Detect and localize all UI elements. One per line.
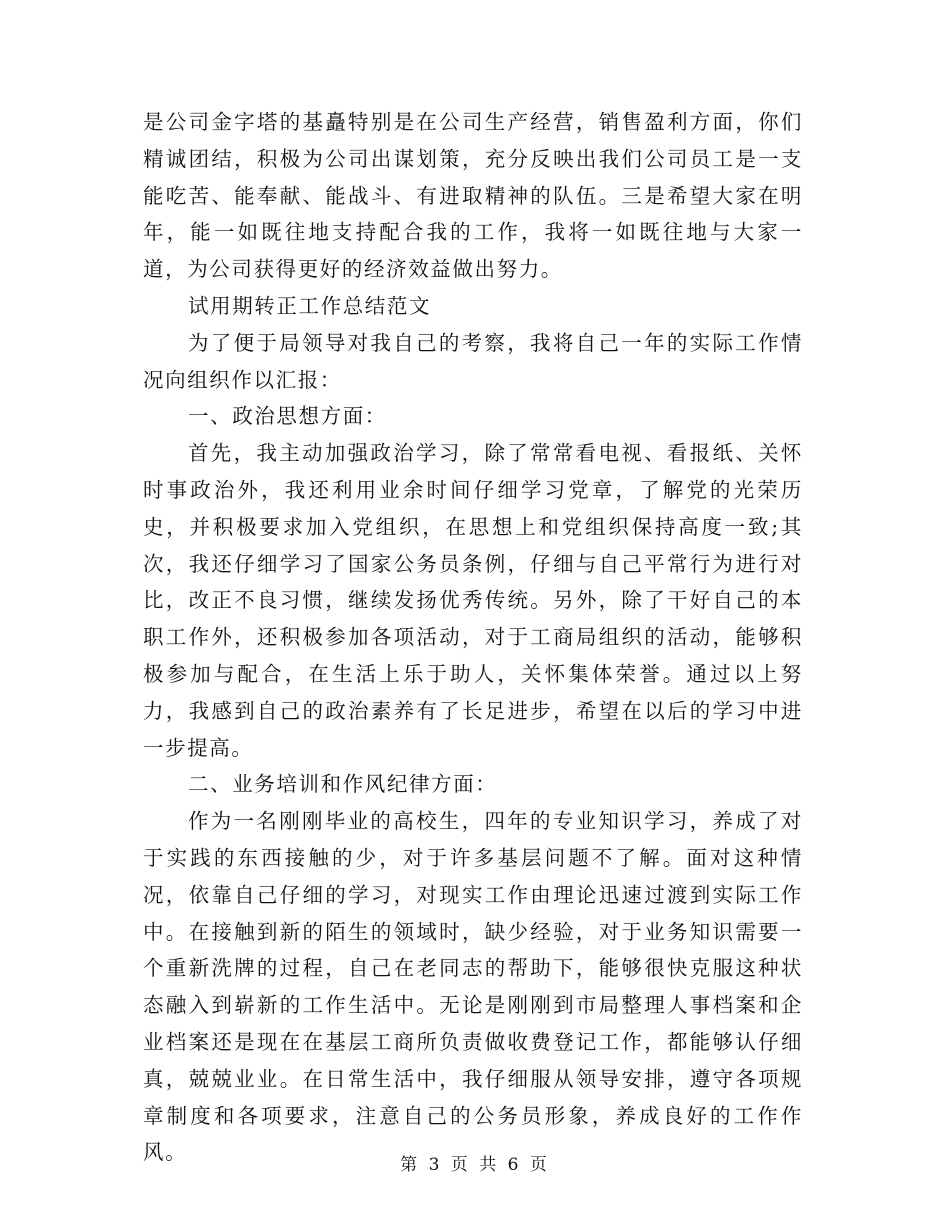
paragraph-intro: 为了便于局领导对我自己的考察，我将自己一年的实际工作情况向组织作以汇报：	[143, 330, 803, 392]
page-number: 第 3 页 共 6 页	[400, 1155, 550, 1175]
heading-training: 二、业务培训和作风纪律方面：	[188, 772, 498, 797]
paragraph-continued: 是公司金字塔的基矗特别是在公司生产经营，销售盈利方面，你们精诚团结，积极为公司出谋划策，充分反映出我们公司员工是一支能吃苦、能奉献、能战斗、有进取精神的队伍。三是希望大家在明年，能一如既往地支持配合我的工作，我将一如既往地与大家一道，为公司获得更好的经济效益做出努力。	[143, 110, 803, 282]
heading-political: 一、政治思想方面：	[188, 404, 387, 429]
paragraph-training: 作为一名刚刚毕业的高校生，四年的专业知识学习，养成了对于实践的东西接触的少，对于许多基层问题不了解。面对这种情况，依靠自己仔细的学习，对现实工作由理论迅速过渡到实际工作中。在接触到新的陌生的领域时，缺少经验，对于业务知识需要一个重新洗牌的过程，自己在老同志的帮助下，能够很快克服这种状态融入到崭新的工作生活中。无论是刚刚到市局整理人事档案和企业档案还是现在在基层工商所负责做收费登记工作，都能够认仔细真，兢兢业业。在日常生活中，我仔细服从领导安排，遵守各项规章制度和各项要求，注意自己的公务员形象，养成良好的工作作风。	[143, 809, 803, 1165]
document-body	[143, 104, 803, 1171]
section-title: 试用期转正工作总结范文	[188, 293, 432, 318]
paragraph-political: 首先，我主动加强政治学习，除了常常看电视、看报纸、关怀时事政治外，我还利用业余时间仔细学习党章，了解党的光荣历史，并积极要求加入党组织，在思想上和党组织保持高度一致;其次，我还仔细学习了国家公务员条例，仔细与自己平常行为进行对比，改正不良习惯，继续发扬优秀传统。另外，除了干好自己的本职工作外，还积极参加各项活动，对于工商局组织的活动，能够积极参加与配合，在生活上乐于助人，关怀集体荣誉。通过以上努力，我感到自己的政治素养有了长足进步，希望在以后的学习中进一步提高。	[143, 441, 803, 760]
